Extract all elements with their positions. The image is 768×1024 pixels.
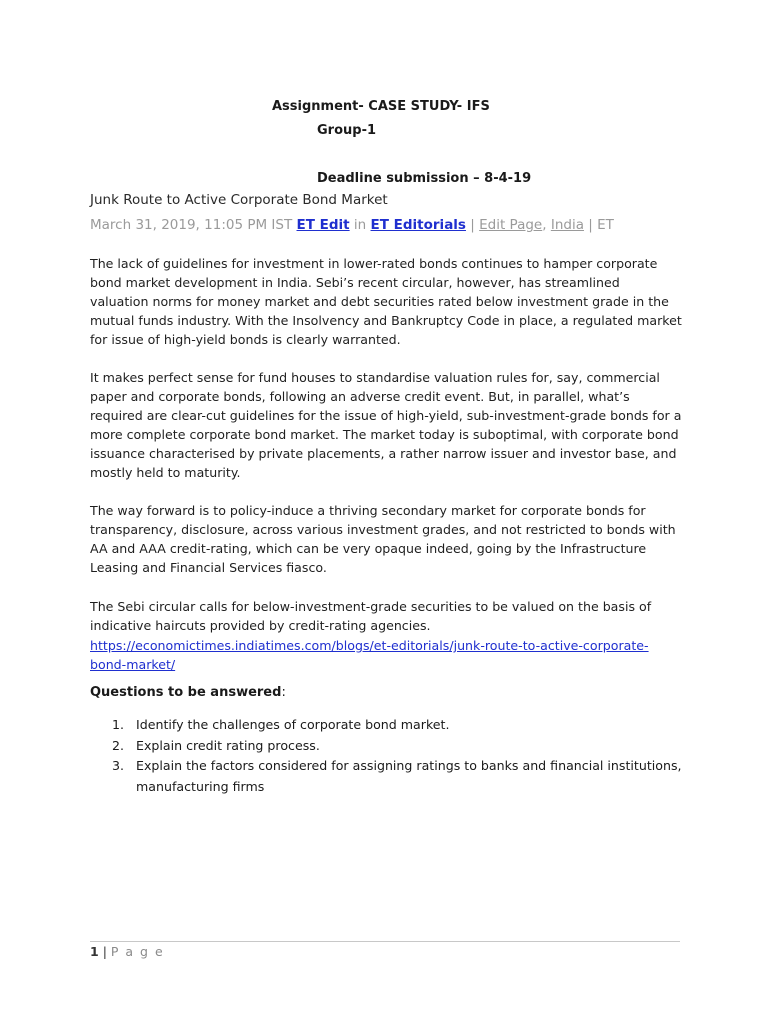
questions-heading	[90, 685, 286, 700]
list-item	[90, 756, 690, 797]
list-text: Identify the challenges of corporate bond market.	[136, 717, 450, 732]
edit-page-link[interactable]: Edit Page	[479, 217, 543, 233]
article-title: Junk Route to Active Corporate Bond Market	[90, 192, 388, 208]
meta-in-word: in	[353, 217, 367, 233]
list-item	[90, 736, 690, 757]
paragraph: It makes perfect sense for fund houses to standardise valuation rules for, say, commercial paper and corporate bonds, following an adverse credit event. But, in parallel, what’s required are clear-cut guidelines for the issue of high-yield, sub-investment-grade bonds for a more complete corporate bond market. The market today is suboptimal, with corporate bond issuance characterised by private placements, a rather narrow issuer and investor base, and mostly held to maturity.	[90, 370, 682, 480]
page-number: 1	[90, 944, 99, 959]
page-footer	[90, 944, 164, 959]
paragraph: The lack of guidelines for investment in lower-rated bonds continues to hamper corporate bond market development in India. Sebi’s recent circular, however, has streamlined valuation norms for money market and debt securities rated below investment grade in the mutual funds industry. With the Insolvency and Bankruptcy Code in place, a regulated market for issue of high-yield bonds is clearly warranted.	[90, 256, 682, 347]
india-link[interactable]: India	[550, 217, 584, 233]
paragraph: The way forward is to policy-induce a thriving secondary market for corporate bonds for transparency, disclosure, across various investment grades, and not restricted to bonds with AA and AAA credit-rating, which can be very opaque indeed, going by the Infrastructure Leasing and Financial Services fiasco.	[90, 503, 676, 575]
author-link[interactable]: ET Edit	[296, 217, 350, 233]
assignment-heading: Assignment- CASE STUDY- IFS	[272, 99, 490, 114]
group-heading: Group-1	[317, 123, 377, 138]
article-url-link[interactable]: https://economictimes.indiatimes.com/blogs/et-editorials/junk-route-to-active-corporate-bond-market/	[90, 638, 649, 672]
article-date: March 31, 2019, 11:05 PM IST	[90, 217, 293, 233]
questions-heading-text: Questions to be answered	[90, 685, 282, 700]
list-number: 1.	[112, 717, 125, 732]
questions-list	[90, 715, 690, 797]
section-link[interactable]: ET Editorials	[370, 217, 466, 233]
list-item	[90, 715, 690, 736]
deadline-heading: Deadline submission – 8-4-19	[317, 171, 532, 186]
list-text: Explain credit rating process.	[136, 737, 320, 753]
meta-separator: |	[588, 217, 593, 233]
meta-source: ET	[597, 217, 614, 233]
article-meta	[90, 217, 614, 233]
meta-comma: ,	[542, 217, 547, 233]
paragraph: The Sebi circular calls for below-investment-grade securities to be valued on the basis of indicative haircuts provided by credit-rating agencies.	[90, 599, 652, 633]
questions-heading-colon: :	[281, 685, 286, 700]
footer-separator: |	[102, 944, 107, 959]
footer-divider	[90, 941, 680, 942]
list-number: 2.	[112, 737, 125, 753]
meta-separator: |	[470, 217, 475, 233]
list-text: Explain the factors considered for assigning ratings to banks and financial institutions, manufacturing firms	[136, 758, 682, 794]
list-number: 3.	[112, 758, 125, 773]
page-label: P a g e	[110, 944, 165, 959]
